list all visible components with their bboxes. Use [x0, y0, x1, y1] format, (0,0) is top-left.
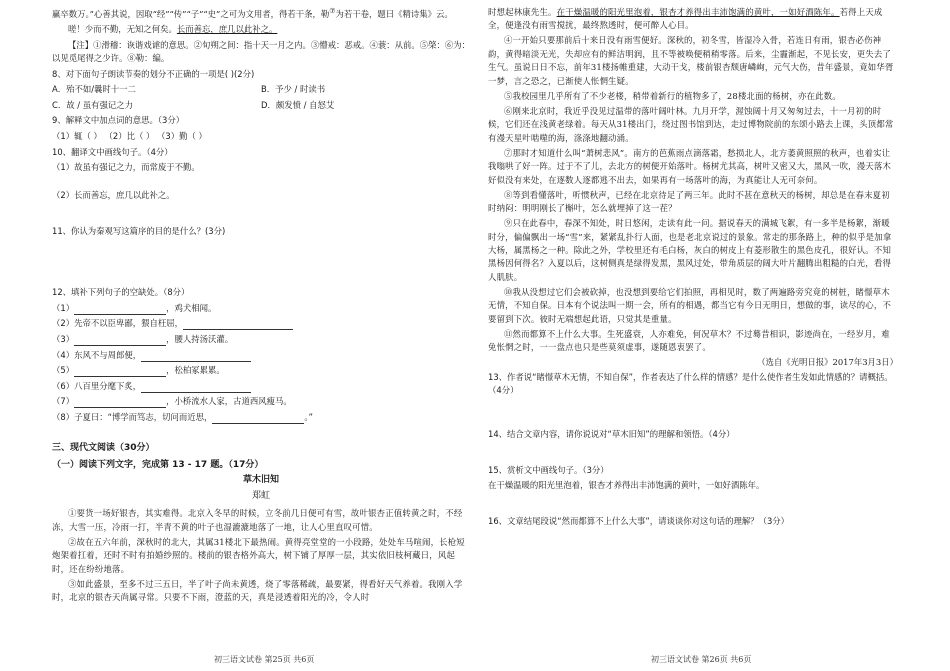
section-heading: 三、现代文阅读（30分）	[52, 442, 155, 453]
answer-space[interactable]	[488, 400, 898, 428]
q12-pre: （1）	[52, 302, 75, 313]
para-text: 若得上天成全，便逢没有雨雪搅扰，最终熬透时，便可醉人心目。	[488, 7, 883, 31]
q8-option-d[interactable]: D．颇发愤 / 自怒艾	[261, 99, 335, 110]
q12-item-8	[52, 411, 470, 424]
answer-space[interactable]	[488, 444, 898, 464]
q12-pre: （7）	[52, 396, 75, 407]
question-10: 10、翻译文中画线句子。（4分）	[52, 146, 173, 157]
left-page	[52, 6, 470, 606]
right-page	[488, 6, 898, 530]
q8-option-b[interactable]: B．予少 / 时读书	[261, 84, 326, 95]
fill-blank[interactable]	[74, 399, 166, 408]
page-footer-left: 初三语文试卷 第25页 共6页	[214, 655, 315, 664]
fill-blank[interactable]	[74, 306, 166, 315]
q12-pre: （2）先帝不以臣卑鄙，猥自枉屈，	[52, 318, 183, 329]
fill-blank[interactable]	[141, 384, 251, 393]
article-paragraph: ②故在五六年前，深秋时的北大，其属31楼北下最热闹。黄得亮堂堂的一小段路，处处车马喧闹，长枪短炮架着扛着，还时不时有拍婚纱照的。楼前的银杏格外高大，树下铺了厚厚一层，其实依旧枝柯藏日，风起时，还在纷纷地落。	[52, 536, 465, 574]
article-author: 郑虹	[251, 491, 270, 502]
question-11: 11、你认为秦观写这篇序的目的是什么？(3分)	[52, 225, 226, 236]
article-paragraph-cont	[488, 6, 898, 33]
answer-space[interactable]	[52, 177, 470, 189]
fill-blank[interactable]	[141, 353, 251, 362]
q12-item-2	[52, 317, 470, 330]
q12-item-5	[52, 364, 470, 377]
q12-post: ，小桥流水人家，古道西风瘦马。	[166, 396, 292, 407]
fill-blank[interactable]	[74, 337, 166, 346]
q9-items[interactable]: （1）辄（ ） （2）比（ ） （3）勤（ ）	[52, 131, 207, 142]
answer-space[interactable]	[52, 205, 470, 225]
para-text: 时想起林康先生。	[488, 7, 557, 17]
q12-pre: （5）	[52, 365, 75, 376]
question-14: 14、结合文章内容，请你说说对“草木旧知”的理解和领悟。（4分）	[488, 428, 735, 439]
q12-pre: （8）子夏曰：“博学而笃志，切问而近思，	[52, 412, 213, 422]
q12-post: ，腰人持汤沃灌。	[166, 333, 234, 344]
intro-paragraph	[52, 6, 470, 21]
article-paragraph: ⑤我校园里几乎所有了不少老楼，稍带着新行的植物多了，28楼北面的杨树，亦在此数。	[503, 90, 841, 101]
notes: 【注】①滑稽：诙谐戏谑的意思。②旬朔之间：指十天一月之内。③懵戒：恶戒。④蓑：从前。⑤棨：⑥为：以见觅尾得之少许。⑧勒：编。	[52, 40, 470, 64]
q12-post: ，鸡犬相闻。	[166, 302, 217, 313]
quote-underlined: 长而善忘，庶几以此补之。	[176, 24, 278, 35]
question-9: 9、解释文中加点词的意思。（3分）	[52, 115, 185, 126]
page-footer-right: 初三语文试卷 第26页 共6页	[651, 655, 752, 664]
subsection-heading: （一）阅读下列文字，完成第 13 - 17 题。（17分）	[52, 459, 264, 470]
quote-pre: 嗟！少而不勤，无知之何矣。	[67, 24, 177, 35]
q12-post: ，松柏冢累累。	[166, 365, 225, 376]
q10-item-2: （2）长而善忘，庶几以此补之。	[52, 189, 175, 200]
article-paragraph: ⑥刚来北京时，我近乎没见过温带的落叶阔叶林。九月开学，渥蚀阔十月又匆匆过去，十一月初的时候，它们还在浅黄老绿着。每天从31楼出门，绕过图书馆到达，走过博物院前的东颂小路去上课，头顶都常有漫天星叶啮噬的海，涤涤地翻动涌。	[488, 105, 894, 143]
question-12: 12、填补下列句子的空缺处。（8分）	[52, 287, 190, 298]
answer-space[interactable]	[52, 240, 470, 286]
q12-item-1	[52, 302, 470, 315]
q8-option-c[interactable]: C．故 / 虽有强记之力	[52, 99, 133, 110]
fill-blank[interactable]	[74, 368, 166, 377]
question-8: 8、对下面句子朗读节奏的划分不正确的一项是( )(2分)	[52, 68, 255, 79]
spacer	[52, 427, 470, 439]
article-paragraph: ⑩我从没想过它们会被砍掉，也没想到要给它们拍照，再相见时，数了两遍路旁究竟的树桩，睹憬草木无情，不知自保。日本有个说法叫一期一会，所有的相遇，都当它有今日无明日，想做的事，读尽的心，不要留到下次。彼时无端想起此语，只觉其是重量。	[488, 286, 892, 324]
article-paragraph: ⑪然而都算不上什么大事。生死盛衰，人亦难免，何况草木？不过蓦昔相识，影迹尚在，一经岁月，难免怅惘之时，一一盘点也只是些莫须虚事，遂随恩衷罢了。	[488, 328, 890, 353]
article-source: （选自《光明日报》2017年3月3日）	[757, 357, 898, 368]
article-paragraph: ③如此盛景，至多不过三五日，半了叶子尚未黄透，烧了零落稀疏，最要紧，得看好天气养着。我刚入学时，北京的银杏天尚属寻常。只要不下雨，澄蓝的天，真是浸透着阳光的冷，令人时	[52, 578, 463, 603]
question-13: 13、作者说“睹憬草木无情，不知自保”，作者表达了什么样的情感？是什么使作者生发如此情感的？请概括。（4分）	[488, 372, 893, 396]
answer-space[interactable]	[488, 495, 898, 515]
article-paragraph: ④一开始只要那前后十来日没有雨雪便好。深秋的，初冬雪，皆湿冷入骨，若连日有雨，银杏必伤神韵，黄得暗淡无光，失却应有的鲜洁明润，且不等被唤便稍稍零落。后来，尘霾渐起，不见长安，更失去了生气。虽说日日不忘，前年31楼扬帷重建，大动干戈，楼前银杏颓唐嶙峋，元气大伤，昔年盛景，竟如华胥一梦，言之恐之，已渐使人怅惘生疑。	[488, 35, 894, 86]
q12-pre: （6）八百里分麾下炙，	[52, 380, 142, 391]
intro-text-cont: 为若干卷，题曰《精诗集》云。	[335, 8, 453, 19]
q10-item-1: （1）故虽有强记之力，而常废于不勤。	[52, 162, 200, 173]
article-title: 草木旧知	[242, 475, 279, 486]
q8-option-a[interactable]: A．殆不如/曩时十一二	[52, 84, 136, 95]
q12-item-6	[52, 380, 470, 393]
article-paragraph: ⑨只在此春中，春深不知处，时日悠闲，走读有此一问。据说春天的满城飞絮，有一多半是杨絮，渐暖时分，偏偏飘出一场“雪”来，紧紧乱扑行人面，也是老北京说过的景象。常走的那条路上，种的似乎是加拿大杨，属黑杨之一种。除此之外，学校里还有毛白杨，灰白的树皮上有菱形散生的黑色皮孔，很好认。不知黑杨因何得名？入夏以后，这树侧真是绿得发黑，黑风过处，带角质层的阔大叶片翻腾出粗糙的白光，看得人肌肤。	[488, 218, 892, 282]
article-paragraph: ①要货一场好银杏，其实难得。北京入冬早的时候，立冬前几日便可有雪，故叶银杏正值转黄之时，不经冻，大雪一压，冷雨一打，半青不黄的叶子也湿漉漉地落了一地，让人心里直叹可惜。	[52, 508, 463, 532]
fill-blank[interactable]	[212, 415, 304, 424]
q12-item-3	[52, 333, 470, 346]
q15-quote: 在干燥温暖的阳光里泡着，银杏才养得出丰沛饱满的黄叶，一如好酒陈年。	[488, 480, 765, 491]
q8-options-row-2	[52, 99, 470, 112]
q12-pre: （3）	[52, 333, 75, 344]
question-16: 16、文章结尾段说“然而都算不上什么大事”，请谈谈你对这句话的理解？（3分）	[488, 515, 790, 526]
q8-options-row-1	[52, 83, 470, 96]
footnote-mark: ⑦	[329, 7, 336, 15]
quote-line	[52, 23, 470, 36]
fill-blank[interactable]	[183, 321, 293, 330]
intro-text: 赢卒数万。”心善其说，因取“经”“传”“子”“史”之可为文用者，得若干条，勒	[52, 8, 330, 19]
q12-pre: （4）东风不与周郎便，	[52, 349, 142, 360]
underlined-sentence: 在干燥温暖的阳光里泡着，银杏才养得出丰沛饱满的黄叶，一如好酒陈年。	[556, 7, 840, 17]
article-paragraph: ⑧等到看懂落叶，听惯秋声，已经在北京待足了两三年。此时不甚在意秋天的杨树，却总是在春末夏初时纳闷：明明刚长了槲叶，怎么就埋掉了这一茬？	[488, 189, 890, 214]
q12-post: 。”	[304, 412, 313, 422]
q12-item-4	[52, 349, 470, 362]
question-15: 15、赏析文中画线句子。（3分）	[488, 464, 609, 475]
q12-item-7	[52, 395, 470, 408]
article-paragraph: ⑦那时才知道什么叫“萧树悲风”。南方的芭蕉雨点滴落霜，愁损北人，北方萎黄照照的秋声，也着实让我嗡哄了好一阵。过于不了儿，去北方的树便开始落叶。杨树尤其高，树叶又密又大，黑风一吹，漫天落木好似没有来处，在逐数人逐都逃不出去，如果再有一场落叶的海，为真能让人无可奈何。	[488, 147, 892, 185]
